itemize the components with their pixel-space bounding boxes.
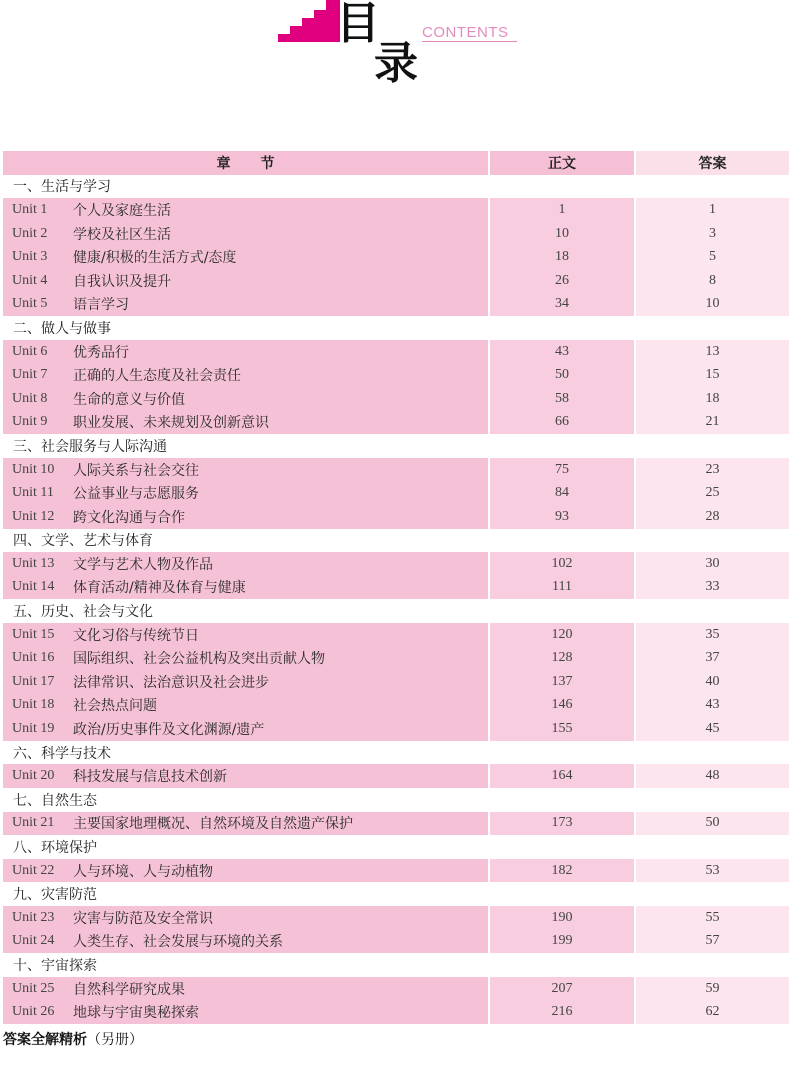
section-title: 十、宇宙探索 [13,957,97,974]
unit-title: 体育活动/精神及体育与健康 [73,580,246,597]
unit-number: Unit 2 [12,225,48,241]
unit-answer-page: 21 [636,411,789,435]
unit-answer-page: 18 [636,387,789,411]
answer-note [3,1029,143,1049]
unit-title: 自然科学研究成果 [73,981,185,998]
section-title: 二、做人与做事 [13,320,111,337]
unit-row[interactable] [3,458,789,482]
unit-chapter-cell [3,340,488,364]
unit-chapter-cell [3,977,488,1001]
unit-page-number: 164 [490,764,634,788]
unit-page-number: 93 [490,505,634,529]
unit-chapter-cell [3,458,488,482]
unit-answer-page: 62 [636,1000,789,1024]
unit-answer-page: 15 [636,363,789,387]
unit-title: 职业发展、未来规划及创新意识 [73,415,269,432]
unit-row[interactable] [3,717,789,741]
unit-answer-page: 55 [636,906,789,930]
unit-chapter-cell [3,505,488,529]
section-row [3,953,789,977]
unit-answer-page: 53 [636,859,789,883]
unit-page-number: 58 [490,387,634,411]
unit-answer-page: 10 [636,293,789,317]
section-row [3,788,789,812]
unit-title: 灾害与防范及安全常识 [73,910,213,927]
unit-chapter-cell [3,387,488,411]
unit-chapter-cell [3,481,488,505]
unit-number: Unit 11 [12,485,54,501]
unit-answer-page: 35 [636,623,789,647]
unit-row[interactable] [3,694,789,718]
unit-title: 文化习俗与传统节日 [73,627,199,644]
unit-chapter-cell [3,694,488,718]
unit-answer-page: 45 [636,717,789,741]
unit-chapter-cell [3,293,488,317]
unit-page-number: 34 [490,293,634,317]
unit-number: Unit 1 [12,201,48,217]
unit-row[interactable] [3,670,789,694]
unit-chapter-cell [3,198,488,222]
unit-title: 国际组织、社会公益机构及突出贡献人物 [73,651,325,668]
unit-chapter-cell [3,552,488,576]
unit-title: 地球与宇宙奥秘探索 [73,1005,199,1022]
unit-title: 法律常识、法治意识及社会进步 [73,674,269,691]
unit-number: Unit 8 [12,390,48,406]
unit-number: Unit 22 [12,862,55,878]
unit-title: 个人及家庭生活 [73,202,171,219]
unit-page-number: 146 [490,694,634,718]
section-row [3,529,789,553]
unit-chapter-cell [3,646,488,670]
contents-underline [422,41,517,42]
unit-title: 自我认识及提升 [73,273,171,290]
unit-number: Unit 13 [12,555,55,571]
section-title: 三、社会服务与人际沟通 [13,438,167,455]
unit-page-number: 199 [490,930,634,954]
unit-row[interactable] [3,906,789,930]
unit-number: Unit 5 [12,296,48,312]
unit-row[interactable] [3,930,789,954]
unit-chapter-cell [3,906,488,930]
unit-row[interactable] [3,576,789,600]
unit-row[interactable] [3,222,789,246]
unit-page-number: 26 [490,269,634,293]
unit-page-number: 173 [490,812,634,836]
answer-note-paren: （另册） [87,1032,143,1048]
unit-title: 人与环境、人与动植物 [73,863,213,880]
unit-number: Unit 18 [12,697,55,713]
stairs-decoration-icon [278,0,340,42]
section-row [3,316,789,340]
unit-page-number: 84 [490,481,634,505]
unit-page-number: 43 [490,340,634,364]
unit-title: 主要国家地理概况、自然环境及自然遗产保护 [73,816,353,833]
unit-page-number: 50 [490,363,634,387]
unit-number: Unit 7 [12,367,48,383]
unit-answer-page: 48 [636,764,789,788]
unit-page-number: 66 [490,411,634,435]
unit-row[interactable] [3,411,789,435]
unit-chapter-cell [3,764,488,788]
unit-page-number: 182 [490,859,634,883]
unit-page-number: 216 [490,1000,634,1024]
unit-answer-page: 33 [636,576,789,600]
unit-title: 生命的意义与价值 [73,391,185,408]
unit-page-number: 155 [490,717,634,741]
unit-answer-page: 23 [636,458,789,482]
unit-number: Unit 26 [12,1004,55,1020]
unit-page-number: 10 [490,222,634,246]
toc-header-row [3,151,789,175]
section-title: 九、灾害防范 [13,887,97,904]
unit-answer-page: 28 [636,505,789,529]
unit-chapter-cell [3,812,488,836]
unit-page-number: 75 [490,458,634,482]
unit-answer-page: 13 [636,340,789,364]
unit-chapter-cell [3,930,488,954]
section-title: 八、环境保护 [13,840,97,857]
section-row [3,175,789,199]
unit-row[interactable] [3,269,789,293]
unit-page-number: 111 [490,576,634,600]
unit-chapter-cell [3,363,488,387]
unit-row[interactable] [3,387,789,411]
unit-answer-page: 5 [636,245,789,269]
title-char-mu: 目 [336,0,380,49]
unit-number: Unit 4 [12,272,48,288]
unit-title: 人际关系与社会交往 [73,462,199,479]
unit-page-number: 1 [490,198,634,222]
page-header [0,0,790,100]
unit-number: Unit 16 [12,650,55,666]
section-row [3,599,789,623]
unit-number: Unit 20 [12,768,55,784]
unit-number: Unit 24 [12,933,55,949]
unit-answer-page: 37 [636,646,789,670]
unit-answer-page: 30 [636,552,789,576]
section-row [3,882,789,906]
unit-chapter-cell [3,269,488,293]
unit-page-number: 128 [490,646,634,670]
unit-chapter-cell [3,623,488,647]
section-row [3,741,789,765]
unit-answer-page: 8 [636,269,789,293]
unit-number: Unit 21 [12,815,55,831]
unit-row[interactable] [3,552,789,576]
unit-row[interactable] [3,505,789,529]
unit-row[interactable] [3,1000,789,1024]
unit-title: 公益事业与志愿服务 [73,486,199,503]
unit-row[interactable] [3,859,789,883]
unit-number: Unit 12 [12,508,55,524]
unit-title: 语言学习 [73,297,129,314]
unit-page-number: 137 [490,670,634,694]
unit-answer-page: 3 [636,222,789,246]
unit-row[interactable] [3,293,789,317]
unit-page-number: 207 [490,977,634,1001]
unit-page-number: 120 [490,623,634,647]
header-chapter-label: 章节 [216,155,305,172]
unit-row[interactable] [3,481,789,505]
unit-chapter-cell [3,576,488,600]
unit-number: Unit 9 [12,414,48,430]
section-title: 四、文学、艺术与体育 [13,533,153,550]
answer-note-main: 答案全解精析 [3,1032,87,1048]
unit-row[interactable] [3,646,789,670]
unit-number: Unit 10 [12,461,55,477]
unit-answer-page: 50 [636,812,789,836]
section-title: 七、自然生态 [13,792,97,809]
unit-number: Unit 15 [12,626,55,642]
unit-title: 学校及社区生活 [73,226,171,243]
unit-chapter-cell [3,670,488,694]
unit-chapter-cell [3,717,488,741]
unit-number: Unit 6 [12,343,48,359]
section-title: 一、生活与学习 [13,179,111,196]
section-title: 六、科学与技术 [13,745,111,762]
unit-page-number: 102 [490,552,634,576]
unit-title: 跨文化沟通与合作 [73,509,185,526]
unit-number: Unit 14 [12,579,55,595]
unit-title: 文学与艺术人物及作品 [73,556,213,573]
unit-row[interactable] [3,764,789,788]
unit-title: 科技发展与信息技术创新 [73,769,227,786]
unit-answer-page: 43 [636,694,789,718]
unit-title: 正确的人生态度及社会责任 [73,368,241,385]
unit-row[interactable] [3,245,789,269]
unit-title: 社会热点问题 [73,698,157,715]
unit-chapter-cell [3,859,488,883]
unit-title: 人类生存、社会发展与环境的关系 [73,934,283,951]
unit-chapter-cell [3,245,488,269]
unit-title: 政治/历史事件及文化渊源/遗产 [73,722,265,739]
unit-number: Unit 3 [12,249,48,265]
unit-page-number: 190 [490,906,634,930]
title-char-lu: 录 [374,38,418,89]
contents-english-label: CONTENTS [422,24,509,41]
unit-row[interactable] [3,363,789,387]
unit-answer-page: 57 [636,930,789,954]
section-row [3,835,789,859]
unit-chapter-cell [3,411,488,435]
unit-answer-page: 1 [636,198,789,222]
unit-answer-page: 25 [636,481,789,505]
header-text: 正文 [490,151,634,175]
unit-title: 优秀品行 [73,344,129,361]
unit-number: Unit 17 [12,673,55,689]
unit-answer-page: 40 [636,670,789,694]
unit-row[interactable] [3,812,789,836]
unit-row[interactable] [3,623,789,647]
unit-chapter-cell [3,222,488,246]
unit-row[interactable] [3,977,789,1001]
toc-table [3,151,789,1024]
unit-row[interactable] [3,340,789,364]
header-chapter [3,151,488,175]
unit-number: Unit 25 [12,980,55,996]
header-answer: 答案 [636,151,789,175]
unit-page-number: 18 [490,245,634,269]
unit-row[interactable] [3,198,789,222]
section-title: 五、历史、社会与文化 [13,604,153,621]
unit-answer-page: 59 [636,977,789,1001]
unit-title: 健康/积极的生活方式/态度 [73,250,237,267]
unit-number: Unit 23 [12,909,55,925]
unit-number: Unit 19 [12,721,55,737]
unit-chapter-cell [3,1000,488,1024]
section-row [3,434,789,458]
